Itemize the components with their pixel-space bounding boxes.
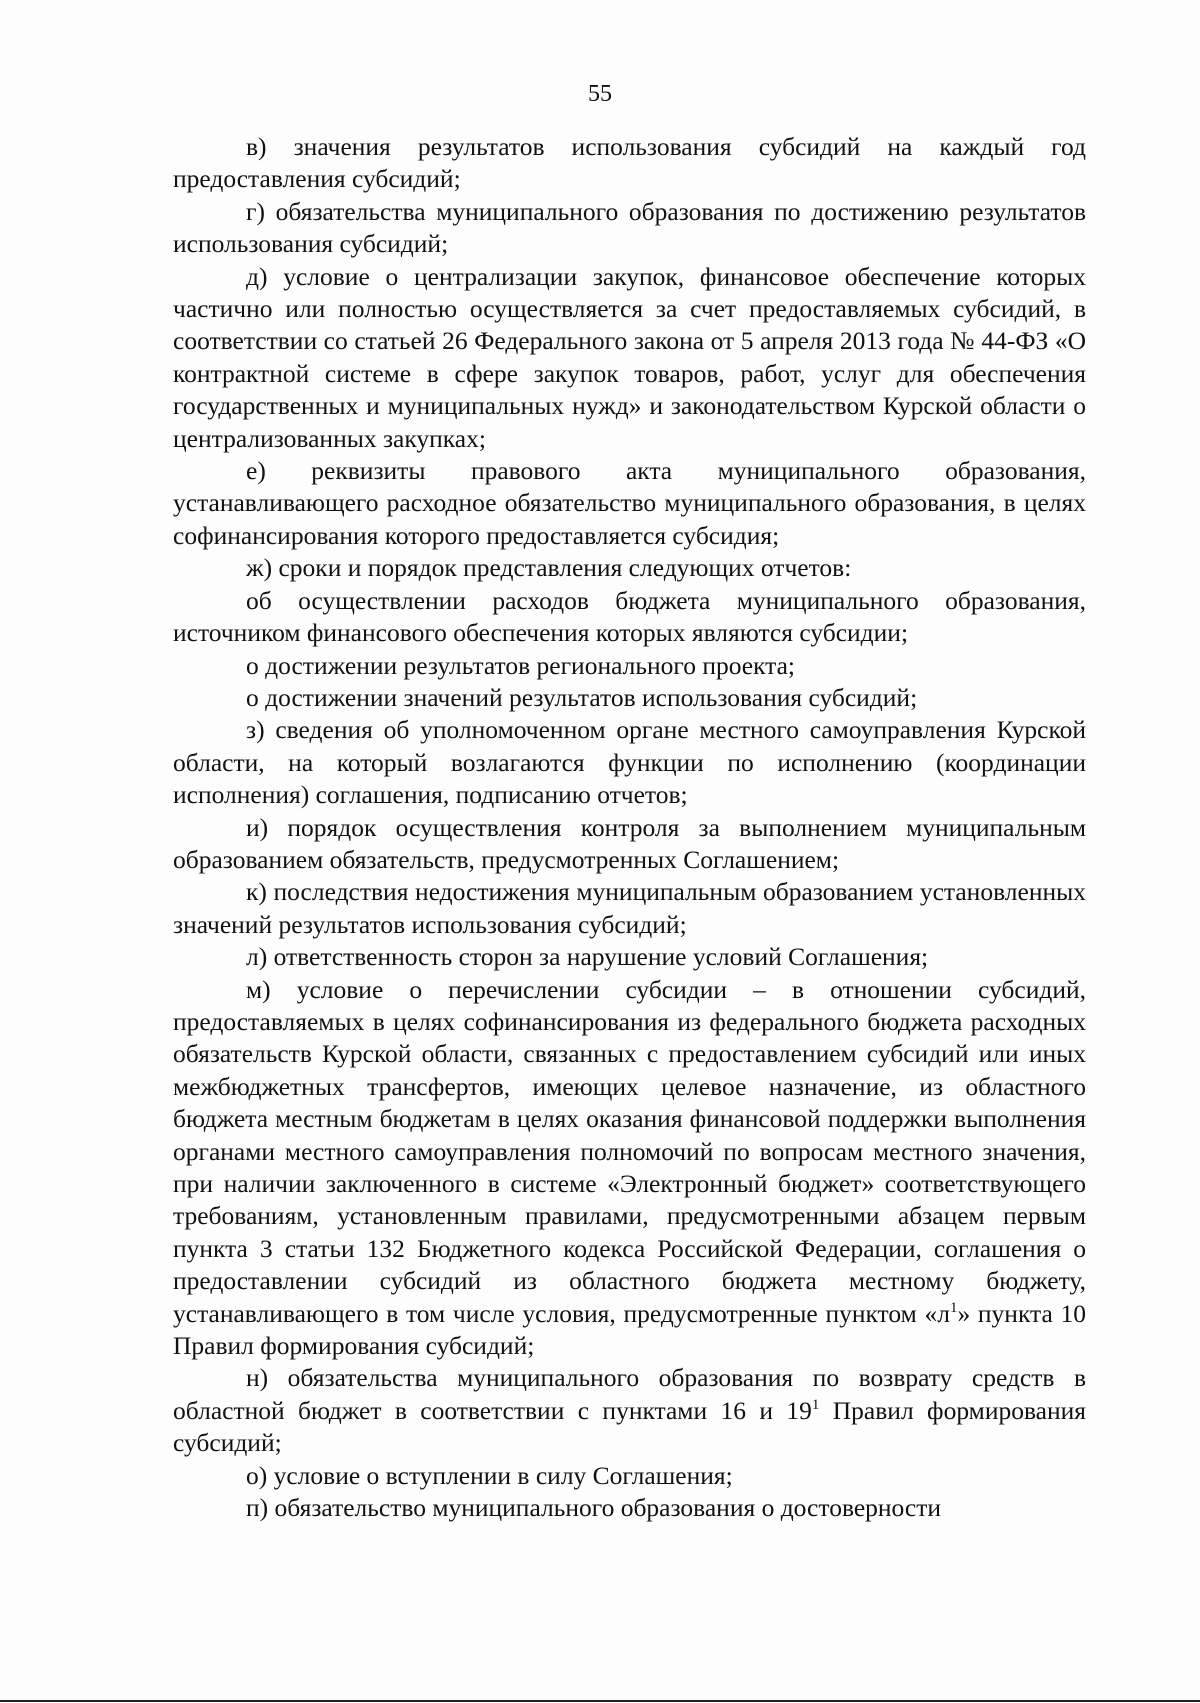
paragraph-g: г) обязательства муниципального образования по достижению результатов использования субсидий; bbox=[173, 196, 1086, 259]
superscript: 1 bbox=[949, 1299, 958, 1316]
paragraph-n-tail: Правил формирования субсидий; bbox=[173, 1395, 1087, 1458]
paragraph-m-tail: » пункта 10 Правил формирования субсидий; bbox=[173, 1298, 1086, 1361]
paragraph-m bbox=[173, 974, 1086, 1363]
paragraph-p: п) обязательство муниципального образования о достоверности bbox=[246, 1493, 942, 1523]
paragraph-e: е) реквизиты правового акта муниципального образования, устанавливающего расходное обязательство муниципального образования, в целях софинансирования которого предоставляется субсидия; bbox=[173, 456, 1086, 550]
document-body bbox=[173, 131, 1086, 1524]
paragraph-i: и) порядок осуществления контроля за выполнением муниципальным образованием обязательств, предусмотренных Соглашением; bbox=[173, 812, 1086, 874]
paragraph-v: в) значения результатов использования субсидий на каждый год предоставления субсидий; bbox=[173, 132, 1086, 194]
paragraph-l: л) ответственность сторон за нарушение условий Соглашения; bbox=[246, 942, 929, 972]
paragraph-m-text: м) условие о перечислении субсидии – в отношении субсидий, предоставляемых в целях софинансирования из федерального бюджета расходных обязательств Курской области, связанных с предоставлением субсидий или иных межбюджетных трансфертов, имеющих целевое назначение, из областного бюджета местным бюджетам в целях оказания финансовой поддержки выполнения органами местного самоуправления полномочий по вопросам местного значения, при наличии заключенного в системе «Электронный бюджет» соответствующего требованиям, установленным правилами, предусмотренными абзацем первым пункта 3 статьи 132 Бюджетного кодекса Российской Федерации, соглашения о предоставлении субсидий из областного бюджета местному бюджету, устанавливающего в том числе условия, предусмотренные пунктом «л bbox=[173, 974, 1086, 1328]
paragraph-n bbox=[173, 1362, 1086, 1459]
paragraph-z: з) сведения об уполномоченном органе местного самоуправления Курской области, на который возлагаются функции по исполнению (координации исполнения) соглашения, подписанию отчетов; bbox=[173, 715, 1086, 810]
scan-edge-line bbox=[0, 1700, 1200, 1702]
paragraph-report-values: о достижении значений результатов использования субсидий; bbox=[246, 682, 918, 712]
paragraph-d: д) условие о централизации закупок, финансовое обеспечение которых частично или полностью осуществляется за счет предоставляемых субсидий, в соответствии со статьей 26 Федерального закона от 5 апреля 2013 года № 44-ФЗ «О контрактной системе в сфере закупок товаров, работ, услуг для обеспечения государственных и муниципальных нужд» и законодательством Курской области о централизованных закупках; bbox=[173, 261, 1086, 453]
paragraph-report-project: о достижении результатов регионального проекта; bbox=[246, 650, 796, 680]
paragraph-o: о) условие о вступлении в силу Соглашения; bbox=[246, 1460, 733, 1490]
page-number: 55 bbox=[588, 81, 612, 107]
superscript: 1 bbox=[811, 1396, 820, 1413]
paragraph-k: к) последствия недостижения муниципальным образованием установленных значений результатов использования субсидий; bbox=[173, 877, 1086, 939]
paragraph-n-text: н) обязательства муниципального образования по возврату средств в областной бюджет в соответствии с пунктами 16 и 19 bbox=[173, 1363, 1086, 1425]
paragraph-report-expenses: об осуществлении расходов бюджета муниципального образования, источником финансового обеспечения которых являются субсидии; bbox=[173, 585, 1086, 648]
paragraph-zh: ж) сроки и порядок представления следующих отчетов: bbox=[246, 553, 852, 583]
